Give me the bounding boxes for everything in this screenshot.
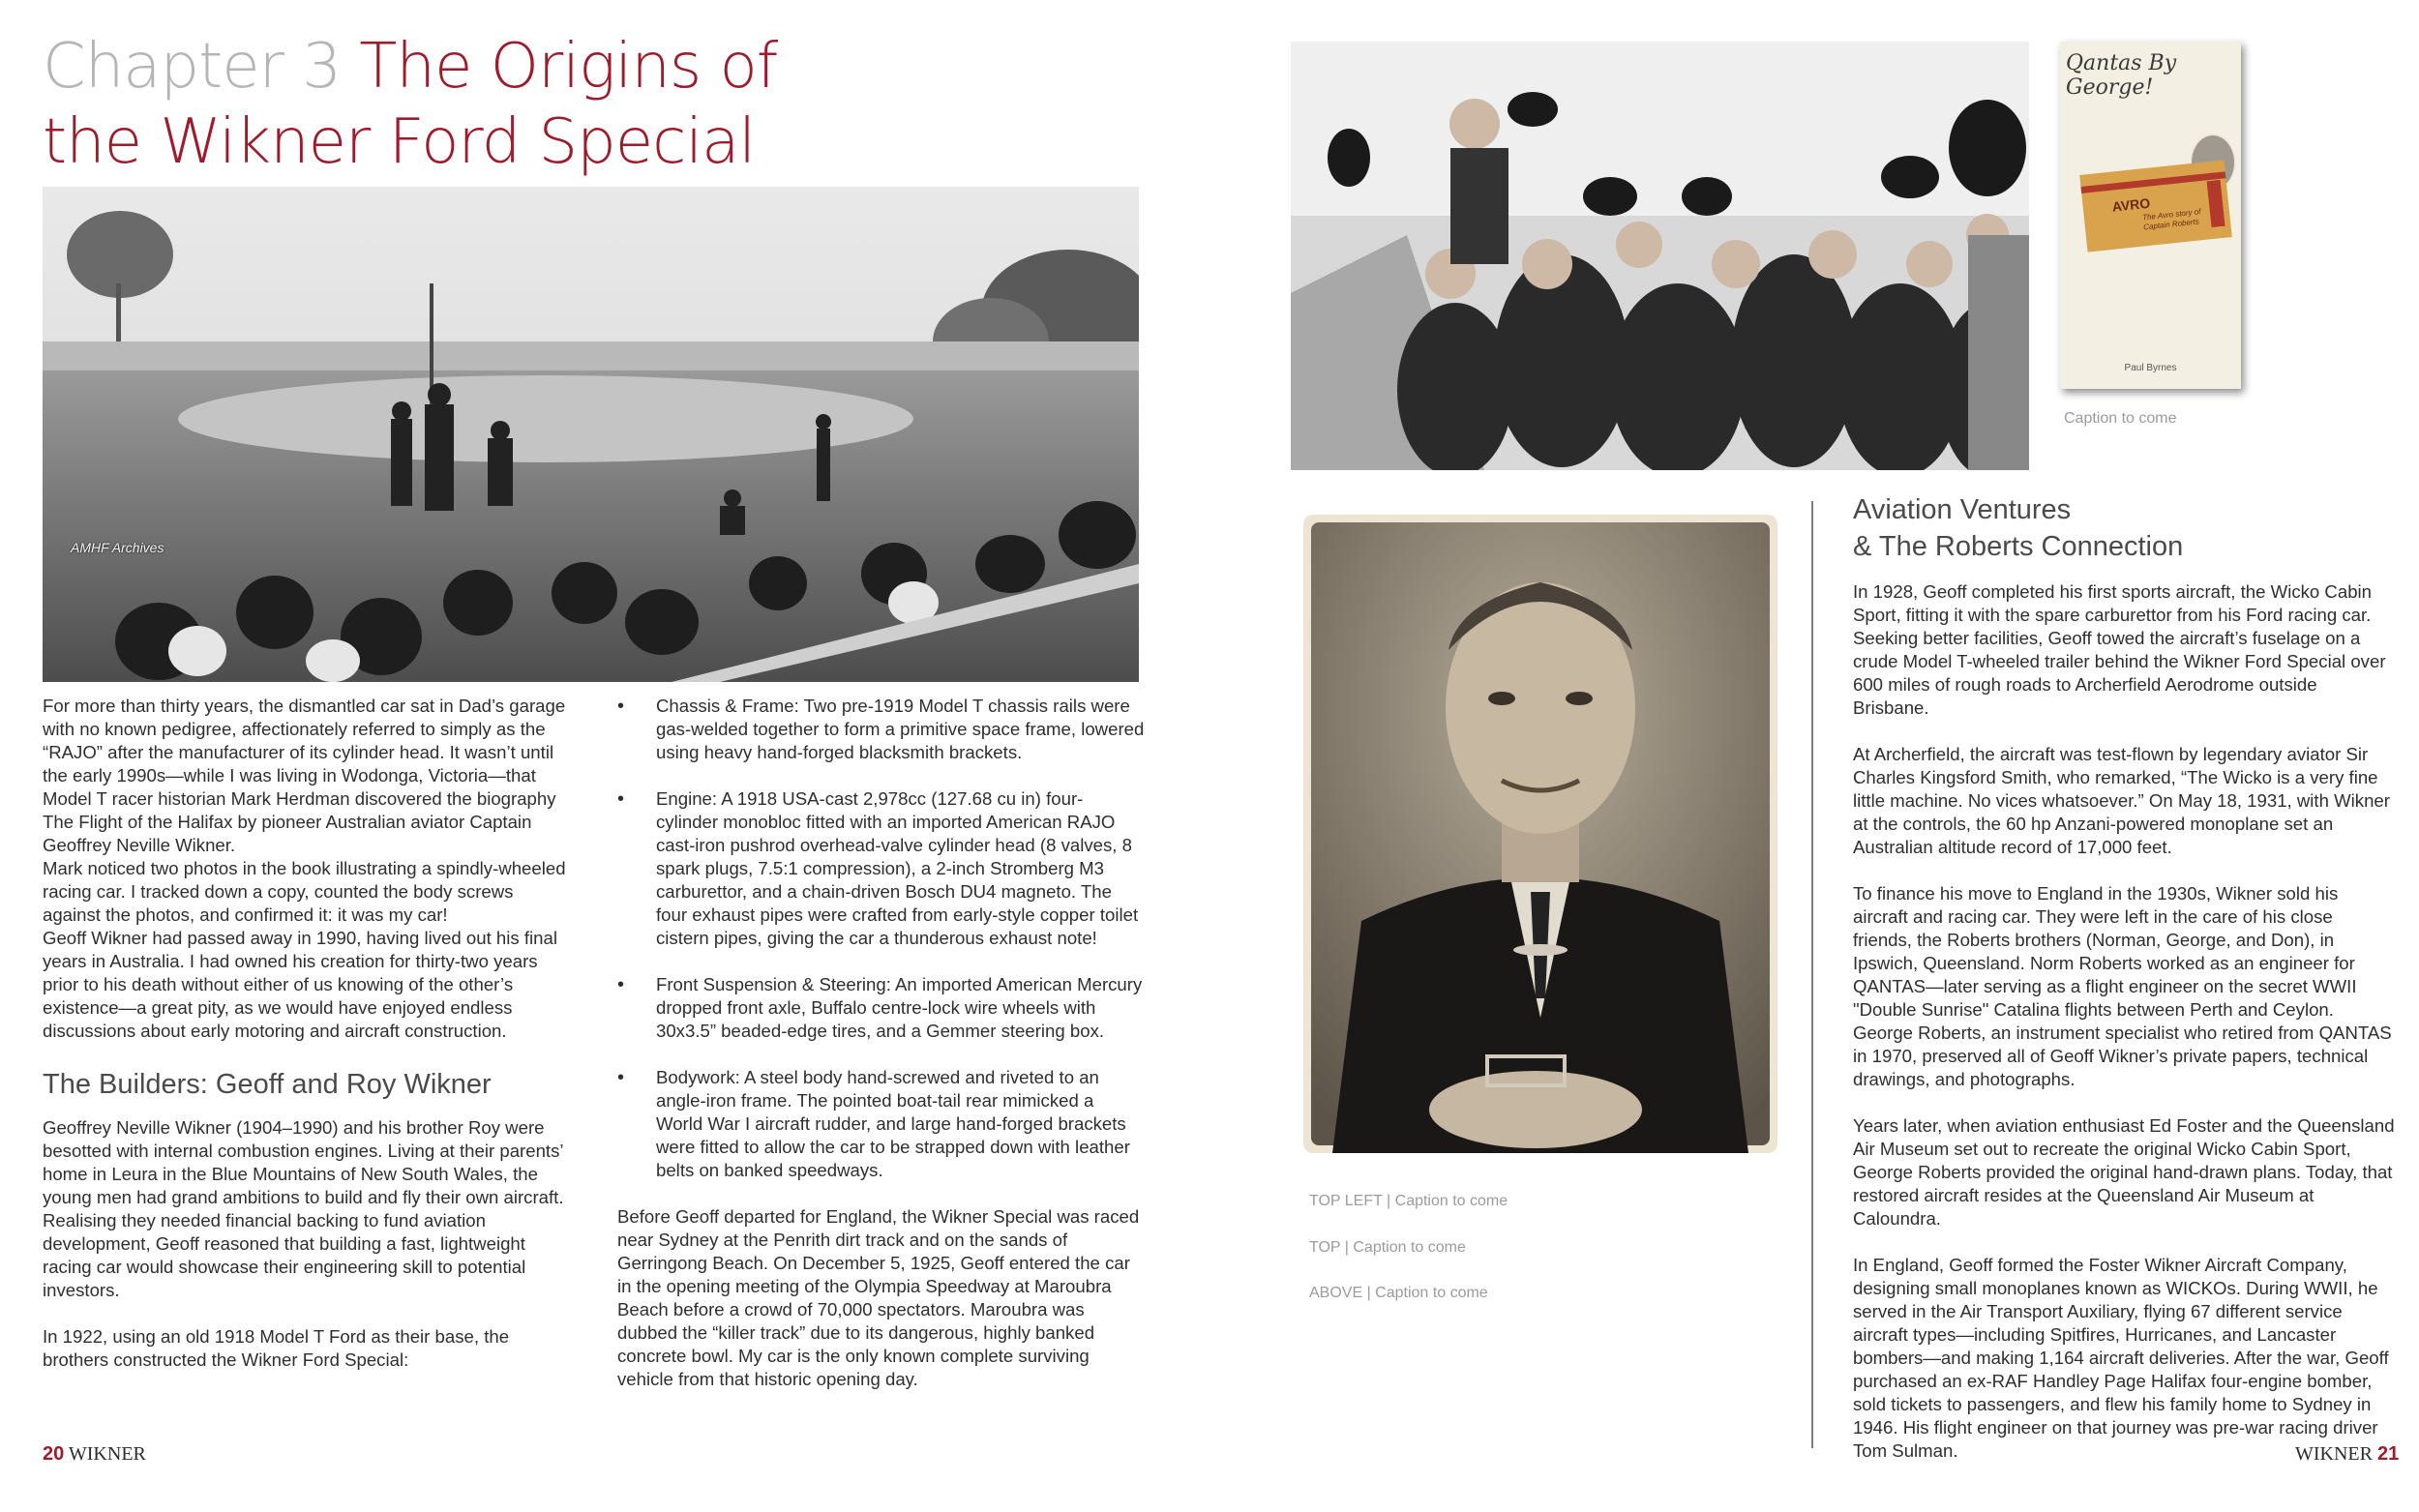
right-running-head: WIKNER bbox=[2295, 1443, 2373, 1465]
race-crowd-photo bbox=[43, 187, 1139, 682]
aviation-paragraph-1: In 1928, Geoff completed his first sports aircraft, the Wicko Cabin Sport, fitting it with the spare carburettor from his Ford racing car. Seeking better facilities, Geoff towed the aircraft’s fuselage on a crude Model T-wheeled trailer behind the Wikner Ford Special over 600 miles of rough roads to Archerfield Aerodrome outside Brisbane. bbox=[1853, 581, 2386, 718]
book-title: Qantas By George! bbox=[2066, 51, 2177, 100]
left-page-folio bbox=[43, 1443, 146, 1466]
photo-credit: AMHF Archives bbox=[71, 540, 164, 555]
book-subtitle: The Avro story of Captain Roberts bbox=[2141, 207, 2201, 232]
book-caption: Caption to come bbox=[2064, 410, 2177, 427]
plane-label: AVRO bbox=[2110, 194, 2151, 215]
book-cover-image bbox=[2060, 42, 2241, 389]
intro-paragraph-2: Mark noticed two photos in the book illustrating a spindly-wheeled racing car. I tracked down a copy, counted the body screws against the photos, and confirmed it: it was my car! bbox=[43, 858, 566, 925]
right-page-folio bbox=[2295, 1443, 2399, 1466]
aviation-paragraph-2: At Archerfield, the aircraft was test-flown by legendary aviator Sir Charles Kingsford Smith, who remarked, “The Wicko is a very fine little machine. No vices whatsoever.” On May 18, 1931, with Wikner at the controls, the 60 hp Anzani-powered monoplane set an Australian altitude record of 17,000 feet. bbox=[1853, 744, 2390, 857]
intro-paragraph-3: Geoff Wikner had passed away in 1990, having lived out his final years in Australia. I had owned his creation for thirty-two years prior to his death without either of us knowing of the other’s existence—a great pity, as we would have enjoyed endless discussions about early motoring and aircraft construction. bbox=[43, 928, 557, 1041]
spec-item-chassis: • Chassis & Frame: Two pre-1919 Model T chassis rails were gas-welded together to form a primitive space frame, lowered using heavy hand-forged blacksmith brackets. bbox=[617, 695, 1145, 764]
chapter-number: Chapter 3 bbox=[43, 31, 341, 103]
middle-text-column bbox=[617, 695, 1145, 1414]
aviation-paragraph-5: In England, Geoff formed the Foster Wikner Aircraft Company, designing small monoplanes known as WICKOs. During WWII, he served in the Air Transport Auxiliary, flying 67 different service aircraft types—including Spitfires, Hurricanes, and Lancaster bombers—and making 1,164 aircraft deliveries. After the war, Geoff purchased an ex-RAF Handley Page Halifax four-engine bomber, sold tickets to passengers, and flew his family home to Sydney in 1946. His flight engineer on that journey was pre-war racing driver Tom Sulman. bbox=[1853, 1255, 2389, 1461]
chapter-heading-line1: The Origins of bbox=[359, 31, 778, 103]
builders-paragraph-2: In 1922, using an old 1918 Model T Ford as their base, the brothers constructed the Wikner Ford Special: bbox=[43, 1326, 510, 1370]
aviation-paragraph-4: Years later, when aviation enthusiast Ed Foster and the Queensland Air Museum set out to recreate the original Wicko Cabin Sport, George Roberts provided the original hand-drawn plans. Today, that restored aircraft resides at the Queensland Air Museum at Caloundra. bbox=[1853, 1115, 2395, 1229]
spec-item-engine: • Engine: A 1918 USA-cast 2,978cc (127.68 cu in) four-cylinder monobloc fitted with an imported American RAJO cast-iron pushrod overhead-valve cylinder head (8 valves, 8 spark plugs, 7.5:1 compression), a 2-inch Stromberg M3 carburettor, and a chain-driven Bosch DU4 magneto. The four exhaust pipes were crafted from early-style copper toilet cistern pipes, giving the car a thunderous exhaust note! bbox=[617, 787, 1145, 950]
caption-top-left: TOP LEFT | Caption to come bbox=[1309, 1193, 1508, 1209]
caption-above: ABOVE | Caption to come bbox=[1309, 1285, 1488, 1301]
book-author: Paul Byrnes bbox=[2124, 363, 2177, 373]
aviation-heading bbox=[1853, 491, 2395, 565]
celebration-crowd-photo bbox=[1291, 42, 2029, 470]
wikner-portrait-photo bbox=[1303, 515, 1777, 1153]
right-page-number: 21 bbox=[2376, 1443, 2400, 1465]
racing-history-paragraph: Before Geoff departed for England, the Wikner Special was raced near Sydney at the Penrith dirt track and on the sands of Gerringong Beach. On December 5, 1925, Geoff entered the car in the opening meeting of the Olympia Speedway at Maroubra Beach before a crowd of 70,000 spectators. Maroubra was dubbed the “killer track” due to its dangerous, highly banked concrete bowl. My car is the only known complete surviving vehicle from that historic opening day. bbox=[617, 1206, 1140, 1389]
column-divider bbox=[1811, 501, 1813, 1448]
left-text-column bbox=[43, 695, 570, 1395]
builders-paragraph-1: Geoffrey Neville Wikner (1904–1990) and his brother Roy were besotted with internal combustion engines. Living at their parents’ home in Leura in the Blue Mountains of New South Wales, the young men had grand ambitions to build and fly their own aircraft. Realising they needed financial backing to fund aviation development, Geoff reasoned that building a fast, lightweight racing car would showcase their engineering skill to potential investors. bbox=[43, 1117, 564, 1300]
aviation-paragraph-3: To finance his move to England in the 1930s, Wikner sold his aircraft and racing car. They were left in the care of his close friends, the Roberts brothers (Norman, George, and Don), in Ipswich, Queensland. Norm Roberts worked as an engineer for QANTAS—later serving as a flight engineer on the secret WWII "Double Sunrise" Catalina flights between Perth and Ceylon. George Roberts, an instrument specialist who retired from QANTAS in 1970, preserved all of Geoff Wikner’s private papers, technical drawings, and photographs. bbox=[1853, 883, 2392, 1089]
chapter-heading-line2: the Wikner Ford Special bbox=[43, 106, 756, 178]
aviation-heading-line1: Aviation Ventures bbox=[1853, 494, 2072, 525]
right-text-column bbox=[1853, 580, 2395, 1486]
left-page-number: 20 bbox=[43, 1443, 65, 1465]
chapter-title bbox=[43, 29, 1010, 180]
intro-paragraph-1: For more than thirty years, the dismantled car sat in Dad’s garage with no known pedigree, affectionately referred to simply as the “RAJO” after the manufacturer of its cylinder head. It wasn’t until the early 1990s—while I was living in Wodonga, Victoria—that Model T racer historian Mark Herdman discovered the biography The Flight of the Halifax by pioneer Australian aviator Captain Geoffrey Neville Wikner. bbox=[43, 696, 566, 855]
caption-top: TOP | Caption to come bbox=[1309, 1239, 1466, 1256]
spec-list bbox=[617, 695, 1145, 1182]
aviation-heading-line2: & The Roberts Connection bbox=[1853, 531, 2184, 562]
spec-item-bodywork: • Bodywork: A steel body hand-screwed and riveted to an angle-iron frame. The pointed boat-tail rear mimicked a World War I aircraft rudder, and large hand-forged brackets were fitted to allow the car to be strapped down with leather belts on banked speedways. bbox=[617, 1066, 1145, 1182]
spec-item-suspension: • Front Suspension & Steering: An imported American Mercury dropped front axle, Buffalo centre-lock wire wheels with 30x3.5” beaded-edge tires, and a Gemmer steering box. bbox=[617, 973, 1145, 1043]
left-running-head: WIKNER bbox=[68, 1443, 146, 1465]
airplane-illustration bbox=[2079, 160, 2232, 252]
builders-heading: The Builders: Geoff and Roy Wikner bbox=[43, 1069, 492, 1100]
